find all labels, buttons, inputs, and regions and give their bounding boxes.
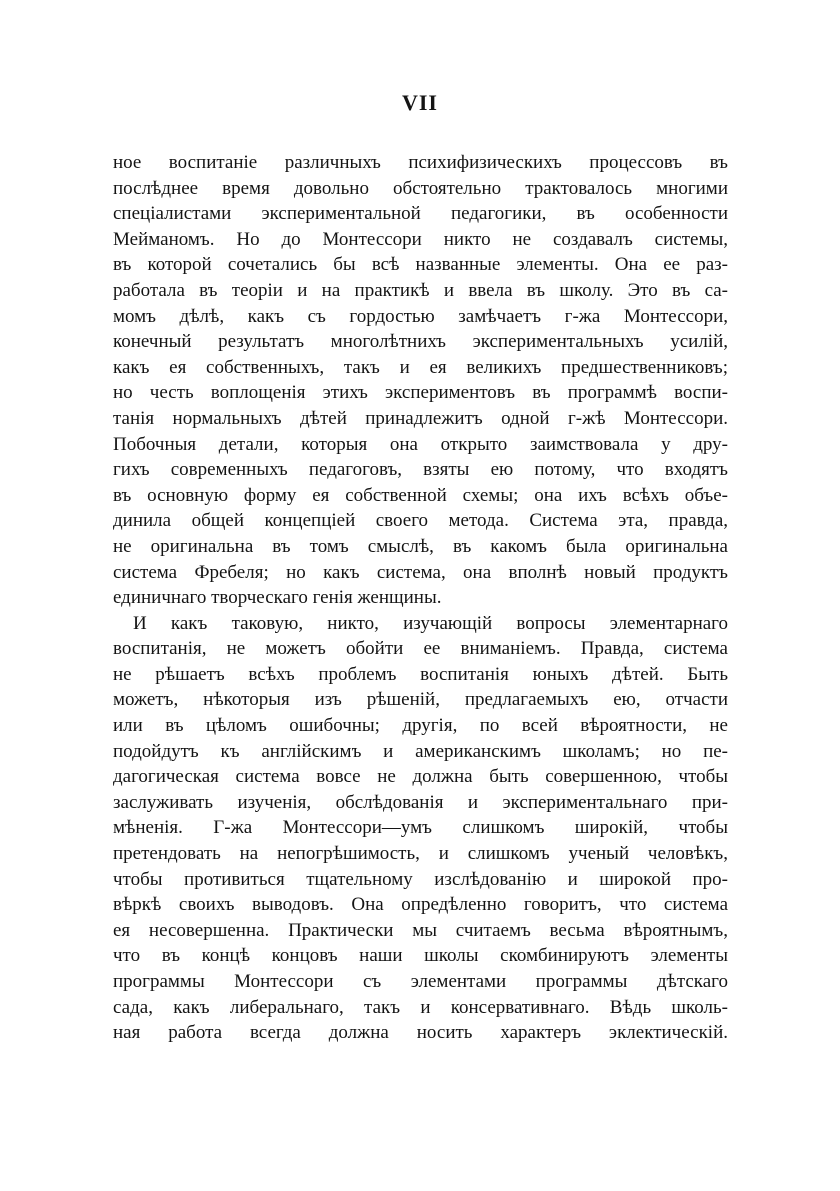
text-line: система Фребеля; но какъ система, она вполнѣ новый продуктъ <box>113 561 728 583</box>
text-line: дагогическая система вовсе не должна быть совершенною, чтобы <box>113 766 728 788</box>
paragraph-1 <box>113 150 728 611</box>
text-line: можетъ, нѣкоторыя изъ рѣшенiй, предлагаемыхъ ею, отчасти <box>113 689 728 711</box>
text-line: сада, какъ либеральнаго, такъ и консервативнаго. Вѣдь школь- <box>113 996 728 1018</box>
text-line: единичнаго творческаго генiя женщины. <box>113 587 442 609</box>
text-line: динила общей концепцiей своего метода. Система эта, правда, <box>113 510 728 532</box>
page-number: VII <box>401 90 438 115</box>
text-line: ная работа всегда должна носить характеръ эклектическiй. <box>113 1022 728 1044</box>
text-line: вѣркѣ своихъ выводовъ. Она опредѣленно говоритъ, что система <box>113 894 728 916</box>
text-line: претендовать на непогрѣшимость, и слишкомъ ученый человѣкъ, <box>113 843 728 865</box>
text-line: или въ цѣломъ ошибочны; другiя, по всей вѣроятности, не <box>113 715 728 737</box>
text-line: въ основную форму ея собственной схемы; она ихъ всѣхъ объе- <box>113 484 728 506</box>
text-line: воспитанiя, не можетъ обойти ее вниманiемъ. Правда, система <box>113 638 728 660</box>
text-line: конечный результатъ многолѣтнихъ экспериментальныхъ усилiй, <box>113 331 728 353</box>
text-line: ное воспитанiе различныхъ психифизическихъ процессовъ въ <box>113 152 728 173</box>
text-line: чтобы противиться тщательному изслѣдованiю и широкой про- <box>113 868 728 890</box>
text-line: работала въ теорiи и на практикѣ и ввела въ школу. Это въ са- <box>113 279 728 301</box>
text-line: И какъ таковую, никто, изучающiй вопросы элементарнаго <box>133 612 728 634</box>
text-line: не оригинальна въ томъ смыслѣ, въ какомъ была оригинальна <box>113 535 728 557</box>
text-line: въ которой сочетались бы всѣ названные элементы. Она ее раз- <box>113 254 728 276</box>
text-line: какъ ея собственныхъ, такъ и ея великихъ предшественниковъ; <box>113 356 728 378</box>
text-line: послѣднее время довольно обстоятельно трактовалось многими <box>113 177 728 199</box>
text-line: подойдутъ къ англiйскимъ и американскимъ школамъ; но пе- <box>113 740 728 762</box>
text-line: Побочныя детали, которыя она открыто заимствовала у дру- <box>113 433 728 455</box>
text-line: но честь воплощенiя этихъ экспериментовъ въ программѣ воспи- <box>113 382 728 404</box>
text-line: что въ концѣ концовъ наши школы скомбинируютъ элементы <box>113 945 728 967</box>
text-line: не рѣшаетъ всѣхъ проблемъ воспитанiя юныхъ дѣтей. Быть <box>113 663 728 685</box>
text-line: ея несовершенна. Практически мы считаемъ весьма вѣроятнымъ, <box>113 919 728 941</box>
text-line: спецiалистами экспериментальной педагогики, въ особенности <box>113 203 728 225</box>
text-line: танiя нормальныхъ дѣтей принадлежитъ одной г-жѣ Монтессори. <box>113 407 728 429</box>
text-line: гихъ современныхъ педагоговъ, взяты ею потому, что входятъ <box>113 459 728 481</box>
text-line: момъ дѣлѣ, какъ съ гордостью замѣчаетъ г-жа Монтессори, <box>113 305 728 327</box>
text-line: программы Монтессори съ элементами программы дѣтскаго <box>113 971 728 992</box>
paragraph-2 <box>113 611 728 1046</box>
text-line: мѣненiя. Г-жа Монтессори—умъ слишкомъ широкiй, чтобы <box>113 817 728 839</box>
body-text <box>113 150 728 1046</box>
text-line: заслуживать изученiя, обслѣдованiя и экспериментальнаго при- <box>113 791 728 813</box>
text-line: Мейманомъ. Но до Монтессори никто не создавалъ системы, <box>113 228 728 250</box>
